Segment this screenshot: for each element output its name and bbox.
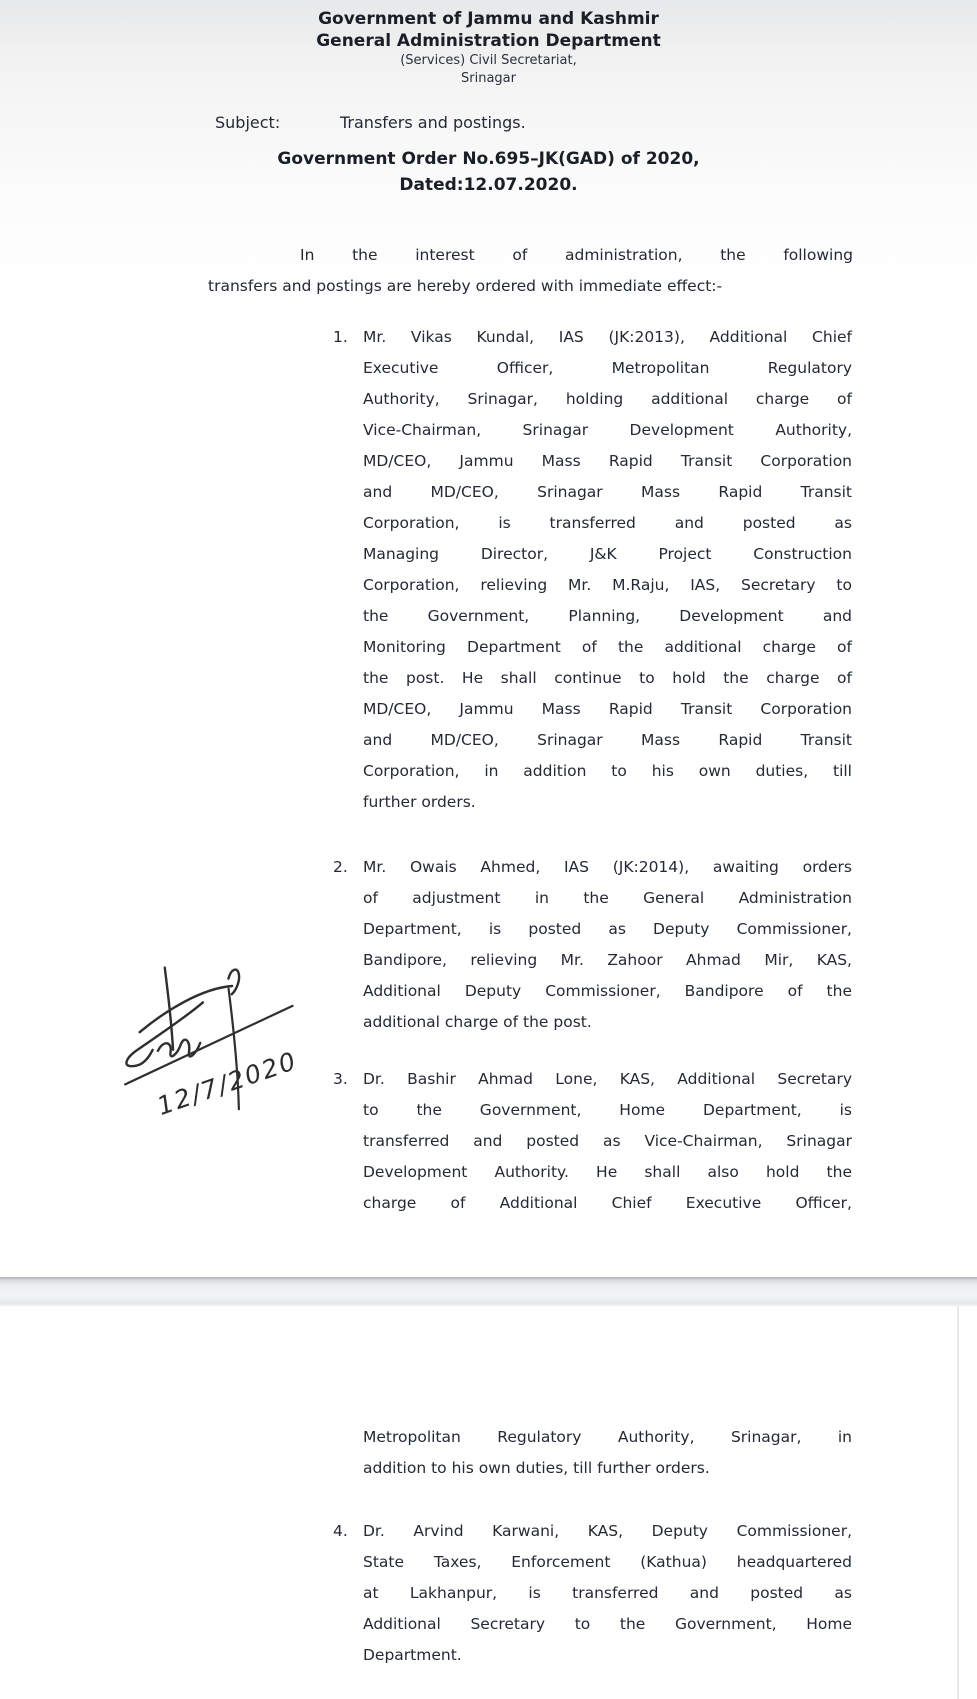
order-date-line: Dated:12.07.2020. [399, 175, 578, 195]
secretariat-line: (Services) Civil Secretariat, [400, 53, 577, 68]
item-text: Mr. Vikas Kundal, IAS (JK:2013), Additional Chief Executive Officer, Metropolitan Regulatory Authority, Srinagar, holding additional charge of Vice-Chairman, Srinagar Development Authority, MD/CEO, Jammu Mass Rapid Transit Corporation and MD/CEO, Srinagar Mass Rapid Transit Corporation, is transferred and posted as Managing Director, J&K Project Construction Corporation, relieving Mr. M.Raju, IAS, Secretary to the Government, Planning, Development and Monitoring Department of the additional charge of the post. He shall continue to hold the charge of MD/CEO, Jammu Mass Rapid Transit Corporation and MD/CEO, Srinagar Mass Rapid Transit Corporation, in addition to his own duties, till further orders. [363, 328, 852, 811]
order-heading [0, 146, 977, 198]
city-line: Srinagar [461, 71, 516, 86]
order-item-4 [333, 1516, 852, 1671]
signature-date: 12/7/2020 [153, 1045, 302, 1121]
item-number: 3. [333, 1070, 348, 1088]
government-title: Government of Jammu and Kashmir [318, 9, 659, 29]
item-text: Dr. Arvind Karwani, KAS, Deputy Commissioner, State Taxes, Enforcement (Kathua) headquartered at Lakhanpur, is transferred and posted as Additional Secretary to the Government, Home Department. [363, 1522, 852, 1664]
subject-value: Transfers and postings. [340, 113, 526, 132]
item-text: Dr. Bashir Ahmad Lone, KAS, Additional Secretary to the Government, Home Department, is transferred and posted as Vice-Chairman, Srinagar Development Authority. He shall also hold the charge of Additional Chief Executive Officer, [363, 1070, 852, 1212]
item-number: 1. [333, 328, 348, 346]
item-number: 4. [333, 1522, 348, 1540]
page-break-band [0, 1277, 977, 1306]
subject-row [215, 111, 526, 134]
department-title: General Administration Department [316, 31, 661, 51]
order-item-3 [333, 1064, 852, 1219]
order-item-1 [333, 322, 852, 818]
order-item-3-continuation: Metropolitan Regulatory Authority, Srinagar, in addition to his own duties, till further orders. [363, 1428, 852, 1477]
handwritten-signature-icon [74, 917, 346, 1185]
page-2 [0, 1306, 977, 1699]
order-number-line: Government Order No.695–JK(GAD) of 2020, [277, 149, 700, 169]
subject-label: Subject: [215, 113, 281, 132]
item-number: 2. [333, 858, 348, 876]
document-header [0, 8, 977, 88]
page-edge-line [957, 1306, 959, 1699]
signature-block [74, 917, 346, 1185]
item-text: Mr. Owais Ahmed, IAS (JK:2014), awaiting orders of adjustment in the General Administration Department, is posted as Deputy Commissioner, Bandipore, relieving Mr. Zahoor Ahmad Mir, KAS, Additional Deputy Commissioner, Bandipore of the additional charge of the post. [363, 858, 852, 1031]
intro-paragraph: In the interest of administration, the following transfers and postings are hereby ordered with immediate effect:- [208, 246, 853, 295]
order-item-2 [333, 852, 852, 1038]
